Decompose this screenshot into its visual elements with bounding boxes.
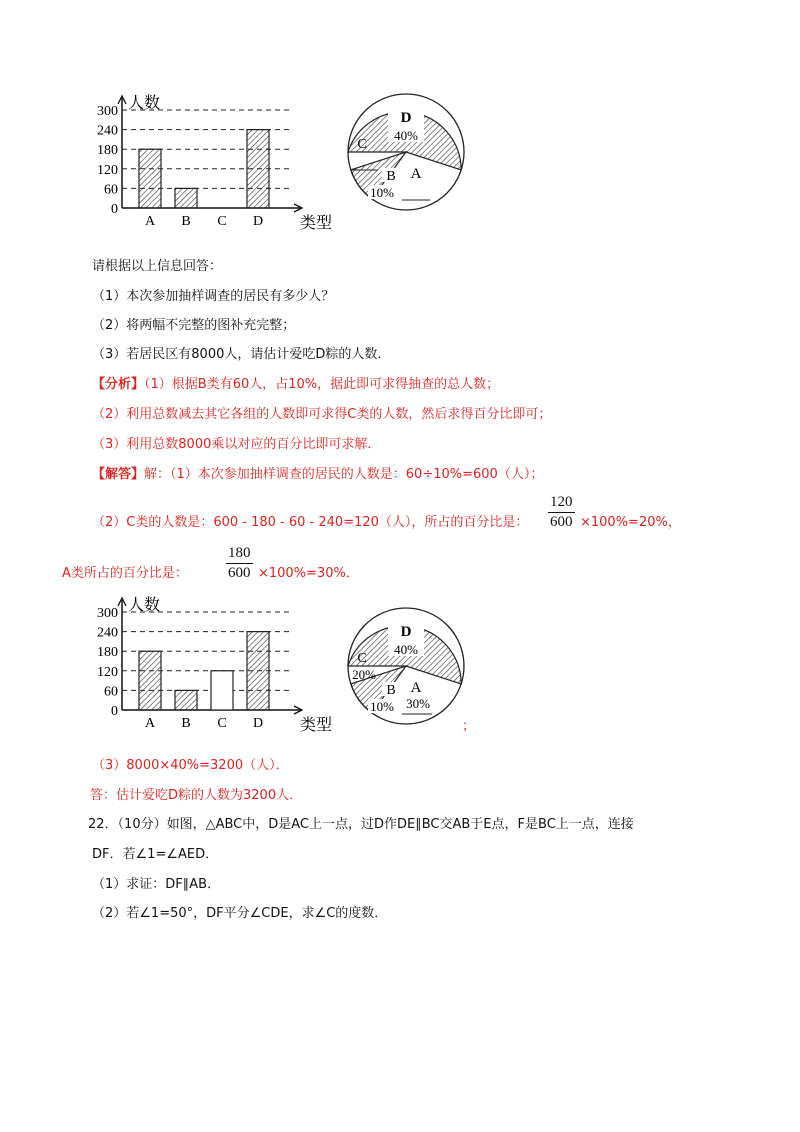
- bar: [175, 188, 197, 208]
- x-tick-label: D: [252, 214, 264, 229]
- pie-label-b: B: [386, 169, 396, 184]
- analysis-tag: 【分析】: [92, 377, 145, 392]
- question-22-part1: （1）求证：DF∥AB．: [92, 877, 221, 892]
- prompt-text: 请根据以上信息回答：: [92, 259, 223, 274]
- pie-label-b: B: [386, 683, 396, 698]
- bar: [139, 651, 161, 710]
- analysis-1-text: （1）根据B类有60人，占10%，据此即可求得抽查的总人数；: [144, 377, 500, 392]
- x-tick-label: B: [181, 716, 191, 731]
- x-tick-label: C: [217, 214, 227, 229]
- x-tick-label: C: [217, 716, 227, 731]
- fraction-numerator: 120: [548, 494, 575, 513]
- x-tick-label: D: [252, 716, 264, 731]
- question-22-part2: （2）若∠1=50°，DF平分∠CDE，求∠C的度数．: [92, 906, 388, 921]
- y-tick-label: 180: [97, 645, 118, 661]
- y-tick-label: 60: [104, 182, 118, 198]
- pie-value-b: 10%: [370, 185, 394, 200]
- final-answer: 答：估计爱吃D粽的人数为3200人．: [90, 788, 303, 803]
- pie-label-a: A: [410, 166, 422, 182]
- fraction-denominator: 600: [550, 514, 573, 530]
- solution-1: [92, 466, 543, 484]
- question-22-line1: 22．（10分）如图，△ABC中，D是AC上一点，过D作DE∥BC交AB于E点，F是BC上一点，连接: [88, 817, 634, 832]
- fraction-denominator: 600: [228, 565, 251, 581]
- solution-2a: （2）C类的人数是：600 - 180 - 60 - 240=120（人），所占的百分比是：: [92, 515, 529, 530]
- y-tick-label: 300: [97, 606, 118, 621]
- fraction-numerator: 180: [226, 545, 253, 564]
- y-tick-label: 240: [97, 625, 118, 641]
- fraction-180-600: [226, 545, 253, 582]
- analysis-2: （2）利用总数减去其它各组的人数即可求得C类的人数，然后求得百分比即可；: [92, 407, 552, 422]
- x-axis-label: 类型: [300, 717, 333, 734]
- pie-value-c: 20%: [352, 667, 376, 682]
- pie-label-a: A: [410, 680, 422, 696]
- bar: [175, 690, 197, 710]
- question-3: （3）若居民区有8000人，请估计爱吃D粽的人数．: [92, 347, 391, 362]
- bar: [139, 149, 161, 208]
- y-axis-label: 人数: [128, 95, 161, 112]
- fraction-120-600: [548, 494, 575, 531]
- pie-chart-incomplete: [344, 90, 474, 220]
- solution-tag: 【解答】: [92, 467, 145, 482]
- question-22-line2: DF．若∠1=∠AED．: [92, 847, 219, 862]
- bar-chart-complete: [88, 592, 333, 734]
- pie-label-d: D: [400, 110, 412, 126]
- bar: [247, 632, 269, 710]
- pie-label-c: C: [357, 137, 367, 152]
- analysis-1: [92, 376, 499, 394]
- question-2: （2）将两幅不完整的图补充完整；: [92, 318, 296, 333]
- analysis-3: （3）利用总数8000乘以对应的百分比即可求解．: [92, 437, 381, 452]
- solution-2c: A类所占的百分比是：: [62, 566, 188, 581]
- y-tick-label: 180: [97, 143, 118, 159]
- y-tick-label: 0: [111, 202, 118, 217]
- y-tick-label: 0: [111, 704, 118, 719]
- x-tick-label: A: [144, 716, 156, 731]
- x-axis-label: 类型: [300, 215, 333, 232]
- pie-value-d: 40%: [394, 642, 418, 657]
- pie-value-a: 30%: [406, 696, 430, 711]
- solution-2b: ×100%=20%，: [580, 515, 681, 530]
- x-tick-label: A: [144, 214, 156, 229]
- solution-2d: ×100%=30%．: [258, 566, 359, 581]
- bar-chart-incomplete: [88, 90, 333, 240]
- bar: [211, 671, 233, 710]
- solution-1-text: 解：（1）本次参加抽样调查的居民的人数是：60÷10%=600（人）；: [144, 467, 544, 482]
- y-tick-label: 60: [104, 684, 118, 700]
- pie-value-b: 10%: [370, 699, 394, 714]
- pie-chart-complete: [344, 604, 474, 734]
- y-axis-label: 人数: [128, 597, 161, 614]
- pie-label-d: D: [400, 624, 412, 640]
- pie-label-c: C: [357, 651, 367, 666]
- bar: [247, 130, 269, 208]
- x-tick-label: B: [181, 214, 191, 229]
- y-tick-label: 300: [97, 104, 118, 119]
- y-tick-label: 120: [97, 162, 118, 178]
- pie-value-d: 40%: [394, 128, 418, 143]
- question-1: （1）本次参加抽样调查的居民有多少人？: [92, 289, 335, 304]
- semicolon: ；: [462, 719, 476, 734]
- solution-3: （3）8000×40%=3200（人）．: [92, 758, 289, 773]
- y-tick-label: 240: [97, 123, 118, 139]
- y-tick-label: 120: [97, 664, 118, 680]
